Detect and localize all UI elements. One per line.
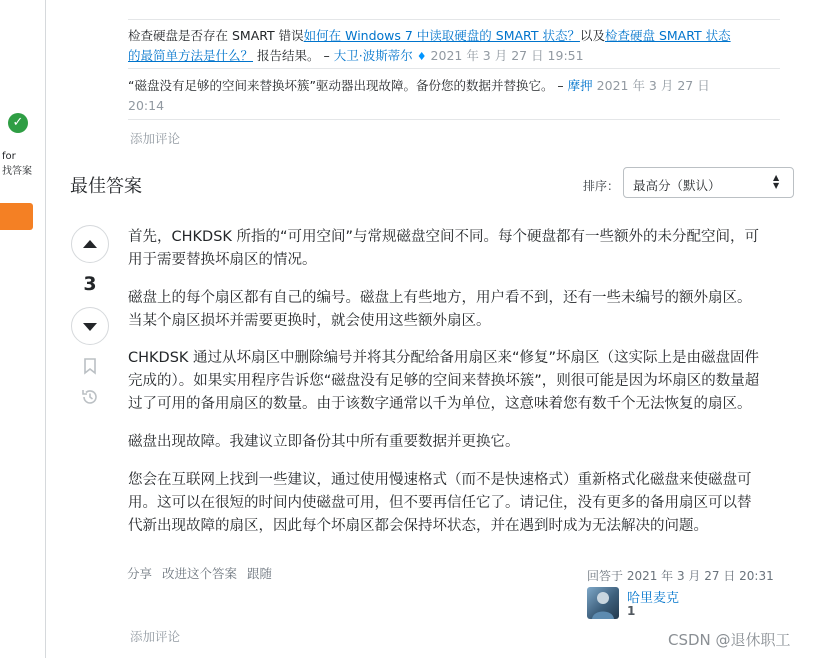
comment-link-easiest-method[interactable]: 检查硬盘 SMART 状态 — [604, 28, 731, 43]
arrow-up-icon — [82, 238, 98, 250]
sort-label: 排序： — [583, 179, 620, 193]
comment-user-link[interactable]: 摩押 — [567, 78, 593, 93]
history-icon[interactable] — [80, 387, 100, 411]
bookmark-icon[interactable] — [82, 357, 98, 379]
comment-user-link[interactable]: 大卫·波斯蒂尔 — [333, 48, 413, 63]
answers-heading: 最佳答案 — [70, 176, 142, 197]
comment-text: 以及 — [579, 28, 605, 43]
comment-2 — [128, 76, 780, 116]
select-arrows-icon: ▲ ▼ — [773, 173, 780, 190]
downvote-button[interactable] — [71, 307, 109, 345]
answer-paragraph: 磁盘上的每个扇区都有自己的编号。磁盘上有些地方，用户看不到，还有一些未编号的额外扇区。 当某个扇区损坏并需要更换时，就会使用这些额外扇区。 — [128, 290, 752, 329]
sidebar-orange-button[interactable] — [0, 203, 33, 230]
improve-answer-link[interactable]: 改进这个答案 — [162, 566, 238, 581]
answer-paragraph: CHKDSK 通过从坏扇区中删除编号并将其分配给备用扇区来“修复”坏扇区（这实际上是由磁盘固件 完成的）。如果实用程序告诉您“磁盘没有足够的空间来替换坏簇”，则很可能是因为坏扇区的数量超 过了可用的备用扇区的数量。由于该数字通常以千为单位，这意味着您有数千个无法恢复的扇区。 — [128, 350, 760, 412]
comment-date[interactable]: 2021 年 3 月 27 日 — [596, 78, 710, 93]
answer-paragraph: 首先，CHKDSK 所指的“可用空间”与常规磁盘空间不同。每个硬盘都有一些额外的未分配空间，可 用于需要替换坏扇区的情况。 — [128, 229, 760, 268]
accepted-check-icon: ✓ — [8, 113, 28, 133]
comment-date[interactable]: 2021 年 3 月 27 日 19:51 — [430, 48, 584, 63]
left-sidebar — [0, 0, 46, 658]
vote-score: 3 — [83, 273, 97, 295]
answer-paragraph: 磁盘出现故障。我建议立即备份其中所有重要数据并更换它。 — [128, 434, 520, 450]
comment-text: 报告结果。 – — [257, 48, 330, 63]
comment-text: “磁盘没有足够的空间来替换坏簇”驱动器出现故障。备份您的数据并替换它。 – — [128, 78, 564, 93]
answer-paragraph: 您会在互联网上找到一些建议，通过使用慢速格式（而不是快速格式）重新格式化磁盘来使磁盘可 用。这可以在很短的时间内使磁盘可用，但不要再信任它了。请记住，没有更多的备用扇区可以替 代新出现故障的扇区，因此每个坏扇区都会保持坏状态，并在遇到时成为无法解决的问题。 — [128, 472, 752, 534]
comment-link-smart-status[interactable]: 如何在 Windows 7 中读取硬盘的 SMART 状态？ — [303, 28, 580, 43]
add-comment-link-answer[interactable]: 添加评论 — [130, 629, 181, 644]
user-reputation: 1 — [627, 604, 636, 618]
comment-1 — [128, 26, 780, 67]
add-comment-link-question[interactable]: 添加评论 — [130, 131, 181, 146]
share-link[interactable]: 分享 — [127, 566, 153, 581]
comment-divider — [128, 19, 780, 20]
user-name-link[interactable]: 哈里麦克 — [627, 591, 680, 606]
moderator-diamond-icon: ♦ — [416, 50, 427, 63]
upvote-button[interactable] — [71, 225, 109, 263]
arrow-down-icon — [82, 321, 98, 333]
comment-text: 检查硬盘是否存在 SMART 错误 — [128, 28, 304, 43]
sidebar-text: for 找答案 — [2, 151, 32, 177]
comment-date-cont[interactable]: 20:14 — [128, 98, 165, 113]
comment-divider — [128, 68, 780, 69]
watermark: CSDN @退休职工 — [668, 631, 791, 649]
sort-select-value[interactable]: 最高分（默认） — [633, 178, 721, 193]
user-avatar[interactable] — [587, 587, 619, 619]
follow-link[interactable]: 跟随 — [247, 566, 273, 581]
answered-timestamp[interactable]: 回答于 2021 年 3 月 27 日 20:31 — [587, 569, 774, 583]
comment-divider — [128, 119, 780, 120]
comment-link-easiest-method-cont[interactable]: 的最简单方法是什么？ — [128, 48, 254, 63]
